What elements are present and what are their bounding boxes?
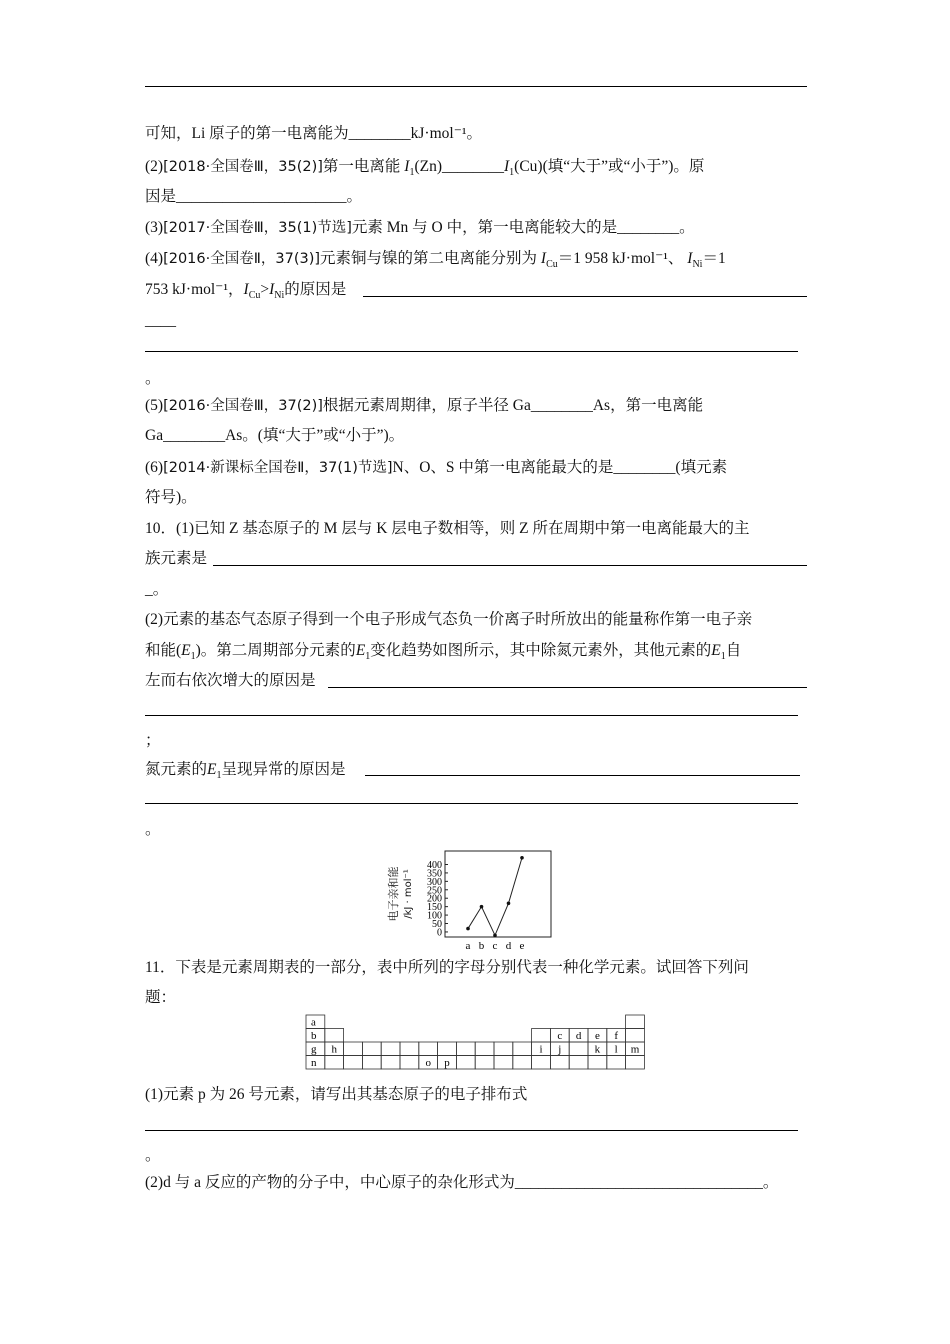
periodic-table-fragment (306, 1015, 646, 1075)
table-cell (362, 1042, 381, 1056)
text-line: ____ (145, 312, 176, 329)
table-cell (344, 1056, 363, 1070)
series-line (468, 858, 522, 936)
text-line: (2)元素的基态气态原子得到一个电子形成气态负一价离子时所放出的能量称作第一电子亲 (145, 611, 753, 628)
text-line: (5)[2016·全国卷Ⅲ，37(2)]根据元素周期律，原子半径 Ga________As，第一电离能 (145, 397, 704, 414)
table-cell (513, 1042, 532, 1056)
table-cell (569, 1042, 588, 1056)
answer-line (145, 715, 798, 716)
table-cell (532, 1056, 551, 1070)
text-line: ； (145, 732, 161, 749)
element-letter: c (557, 1030, 563, 1042)
electron-affinity-chart (385, 847, 585, 952)
text-line: 氮元素的$E_1$呈现异常的原因是 (145, 761, 346, 782)
y-tick-label: 150 (427, 902, 442, 914)
text-line: 10．(1)已知 Z 基态原子的 M 层与 K 层电子数相等，则 Z 所在周期中第一电离能最大的主 (145, 520, 750, 537)
y-tick-label: 200 (427, 893, 442, 905)
element-letter: o (425, 1057, 431, 1069)
table-cell (494, 1042, 513, 1056)
text-line: 符号)。 (145, 489, 197, 506)
chart-frame (445, 851, 551, 937)
element-letter: h (331, 1043, 337, 1056)
table-cell (400, 1042, 419, 1056)
text-line: 和能$(E_1)$。第二周期部分元素的$E_1$变化趋势如图所示，其中除氮元素外，其他元素的$E_1$自 (145, 642, 742, 663)
data-point (480, 905, 484, 909)
answer-line (328, 687, 807, 688)
table-cell (607, 1056, 626, 1070)
text-line: (1)元素 p 为 26 号元素，请写出其基态原子的电子排布式 (145, 1086, 528, 1103)
element-letter: p (444, 1057, 450, 1069)
table-cell (362, 1056, 381, 1070)
table-cell (475, 1042, 494, 1056)
text-line: (2)d 与 a 反应的产物的分子中，中心原子的杂化形式为________________________________。 (145, 1174, 779, 1191)
element-letter: i (539, 1043, 543, 1056)
y-tick-label: 100 (427, 910, 442, 922)
text-line: 。 (145, 1147, 161, 1164)
chart-ylabel-unit: /kJ · mol⁻¹ (403, 869, 414, 919)
table-cell (344, 1042, 363, 1056)
y-tick-label: 300 (427, 876, 442, 888)
x-tick-label: a (465, 940, 471, 952)
top-rule (145, 86, 807, 87)
table-cell (588, 1056, 607, 1070)
element-letter: b (311, 1030, 317, 1042)
table-cell (438, 1042, 457, 1056)
data-point (507, 901, 511, 905)
table-cell (626, 1029, 645, 1043)
text-line: (6)[2014·新课标全国卷Ⅱ，37(1)节选]N、O、S 中第一电离能最大的是________(填元素 (145, 459, 728, 476)
x-tick-label: e (519, 940, 525, 952)
table-cell (419, 1042, 438, 1056)
y-tick-label: 250 (427, 885, 442, 897)
answer-line (145, 1130, 798, 1131)
table-cell (456, 1042, 475, 1056)
table-cell (400, 1056, 419, 1070)
data-point (493, 934, 497, 938)
answer-line (145, 351, 798, 352)
table-cell (626, 1015, 645, 1029)
text-line: (3)[2017·全国卷Ⅲ，35(1)节选]元素 Mn 与 O 中，第一电离能较大的是________。 (145, 219, 695, 236)
element-letter: k (594, 1043, 601, 1056)
table-cell (569, 1056, 588, 1070)
table-cell (550, 1056, 569, 1070)
table-cell (325, 1056, 344, 1070)
answer-line (213, 565, 807, 566)
table-cell (626, 1056, 645, 1070)
element-letter: f (614, 1030, 619, 1042)
text-line: 753 kJ·mol⁻¹，$I_{Cu}>I_{Ni}$的原因是 (145, 281, 347, 302)
x-tick-label: b (478, 940, 485, 952)
text-line: (2)[2018·全国卷Ⅲ，35(2)]第一电离能 $I_1(Zn)\_\_\_\_\_\_\_\_I_1(Cu)$(填“大于”或“小于”)。原 (145, 158, 705, 179)
text-line: _。 (145, 581, 169, 598)
element-letter: a (311, 1016, 316, 1029)
data-point (520, 856, 524, 860)
table-cell (381, 1056, 400, 1070)
x-tick-label: d (505, 940, 512, 952)
table-cell (475, 1056, 494, 1070)
table-cell (494, 1056, 513, 1070)
element-letter: g (311, 1043, 317, 1056)
table-cell (532, 1029, 551, 1043)
y-tick-label: 400 (427, 859, 442, 871)
text-line: 可知，Li 原子的第一电离能为________kJ·mol⁻¹。 (145, 125, 483, 142)
text-line: (4)[2016·全国卷Ⅱ，37(3)]元素铜与镍的第二电离能分别为 $I_{Cu}=1$ 958 kJ·mol⁻¹、 $I_{Ni}=1$ (145, 250, 726, 271)
x-tick-label: c (492, 940, 498, 952)
y-tick-label: 350 (427, 868, 442, 880)
text-line: 。 (145, 821, 161, 838)
answer-line (363, 296, 807, 297)
element-letter: n (311, 1057, 317, 1069)
table-cell (325, 1029, 344, 1043)
element-letter: l (614, 1043, 618, 1056)
table-cell (381, 1042, 400, 1056)
text-line: 左而右依次增大的原因是 (145, 672, 316, 689)
data-point (466, 927, 470, 931)
text-line: 11．下表是元素周期表的一部分，表中所列的字母分别代表一种化学元素。试回答下列问 (145, 959, 749, 976)
chart-ylabel: 电子亲和能 (387, 866, 400, 922)
answer-line (365, 775, 800, 776)
y-tick-label: 0 (437, 927, 442, 939)
element-letter: j (558, 1043, 562, 1056)
element-letter: e (594, 1030, 600, 1042)
element-letter: d (575, 1030, 582, 1042)
y-tick-label: 50 (432, 919, 442, 931)
answer-line (145, 803, 798, 804)
text-line: 族元素是 (145, 550, 208, 567)
table-cell (456, 1056, 475, 1070)
element-letter: m (630, 1043, 640, 1056)
text-line: 。 (145, 370, 161, 387)
text-line: 题： (145, 989, 177, 1006)
text-line: 因是______________________。 (145, 188, 363, 205)
text-line: Ga________As。(填“大于”或“小于”)。 (145, 427, 405, 444)
table-cell (513, 1056, 532, 1070)
